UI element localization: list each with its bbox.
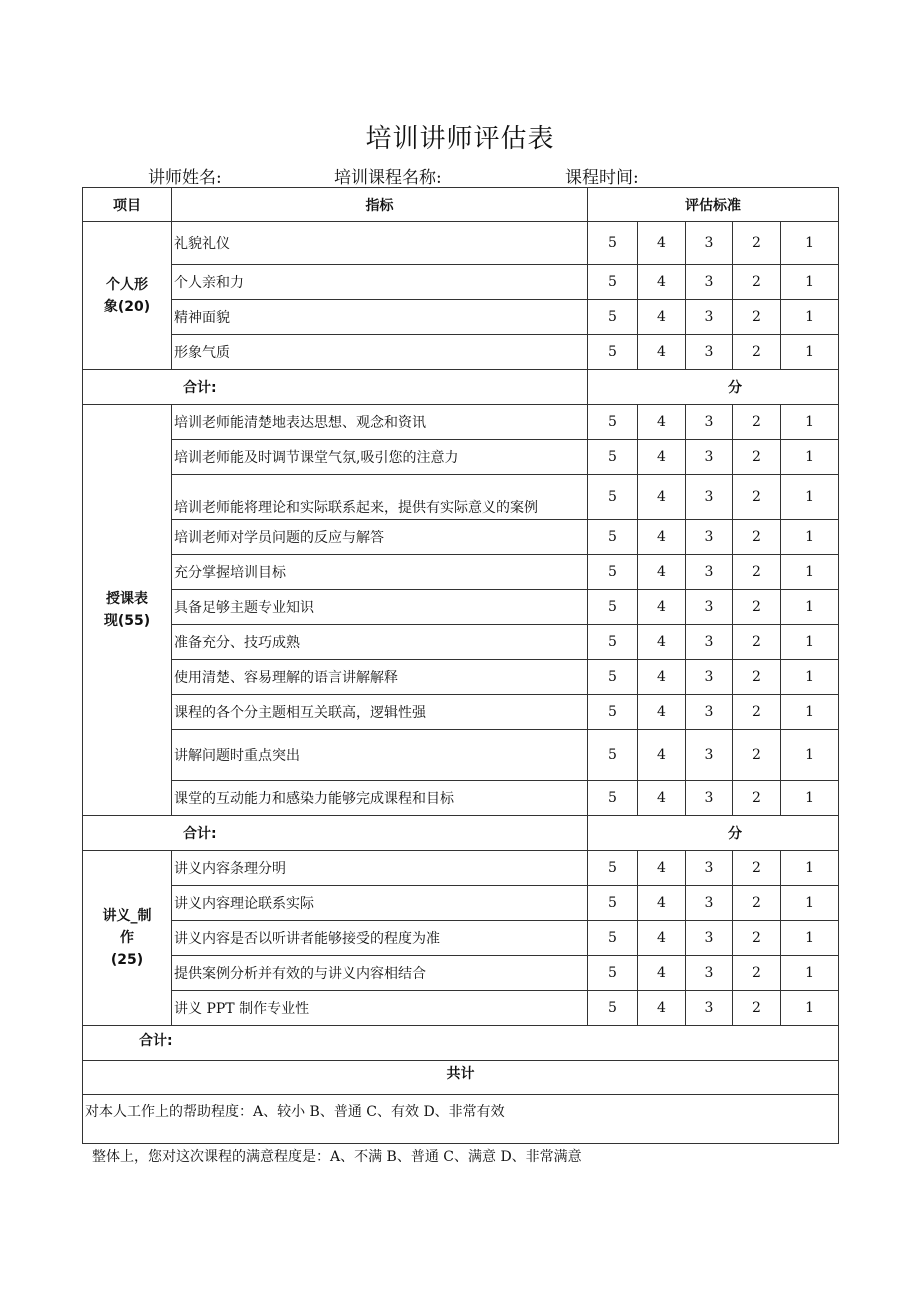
- indicator-text: 形象气质: [172, 335, 588, 370]
- indicator-row: [83, 300, 839, 335]
- course-time-label: 课程时间:: [565, 168, 639, 188]
- category-name-line: 讲义_制: [102, 908, 152, 924]
- header-indicator: 指标: [172, 188, 588, 222]
- indicator-text: 提供案例分析并有效的与讲义内容相结合: [172, 956, 588, 991]
- score-option[interactable]: 3: [686, 590, 733, 625]
- score-option[interactable]: 1: [781, 335, 839, 370]
- score-option[interactable]: 2: [733, 265, 781, 300]
- score-option[interactable]: 2: [733, 921, 781, 956]
- score-option[interactable]: 2: [733, 851, 781, 886]
- score-option[interactable]: 5: [588, 695, 638, 730]
- score-option[interactable]: 5: [588, 475, 638, 520]
- score-option[interactable]: 1: [781, 730, 839, 781]
- score-option[interactable]: 1: [781, 300, 839, 335]
- subtotal-label: 合计:: [83, 1026, 839, 1061]
- score-option[interactable]: 2: [733, 405, 781, 440]
- score-option[interactable]: 3: [686, 440, 733, 475]
- score-option[interactable]: 2: [733, 660, 781, 695]
- score-option[interactable]: 5: [588, 921, 638, 956]
- indicator-row: [83, 475, 839, 520]
- score-option[interactable]: 5: [588, 440, 638, 475]
- score-option[interactable]: 2: [733, 991, 781, 1026]
- indicator-row: [83, 886, 839, 921]
- category-cell: [83, 405, 172, 816]
- indicator-row: [83, 555, 839, 590]
- indicator-text: 充分掌握培训目标: [172, 555, 588, 590]
- score-option[interactable]: 1: [781, 991, 839, 1026]
- score-option[interactable]: 3: [686, 851, 733, 886]
- category-name-line: 现(55): [103, 613, 151, 629]
- category-name-line: 个人形: [106, 276, 148, 293]
- category-name-line: 授课表: [106, 591, 148, 607]
- indicator-row: [83, 520, 839, 555]
- score-option[interactable]: 5: [588, 660, 638, 695]
- score-option[interactable]: 5: [588, 265, 638, 300]
- indicator-row: [83, 991, 839, 1026]
- indicator-text: 个人亲和力: [172, 265, 588, 300]
- evaluation-table: [82, 187, 839, 1144]
- indicator-text: 准备充分、技巧成熟: [172, 625, 588, 660]
- indicator-text: 礼貌礼仪: [172, 222, 588, 265]
- score-option[interactable]: 1: [781, 222, 839, 265]
- score-option[interactable]: 3: [686, 555, 733, 590]
- score-option[interactable]: 3: [686, 660, 733, 695]
- subtotal-unit: 分: [588, 370, 839, 405]
- score-option[interactable]: 3: [686, 781, 733, 816]
- score-option[interactable]: 4: [638, 222, 686, 265]
- score-option[interactable]: 1: [781, 520, 839, 555]
- score-option[interactable]: 2: [733, 590, 781, 625]
- score-option[interactable]: 4: [638, 851, 686, 886]
- score-option[interactable]: 2: [733, 781, 781, 816]
- indicator-text: 课程的各个分主题相互关联高，逻辑性强: [172, 695, 588, 730]
- score-option[interactable]: 5: [588, 956, 638, 991]
- page-title: 培训讲师评估表: [365, 124, 555, 154]
- score-option[interactable]: 1: [781, 695, 839, 730]
- score-option[interactable]: 4: [638, 265, 686, 300]
- score-option[interactable]: 2: [733, 625, 781, 660]
- indicator-row: [83, 222, 839, 265]
- indicator-text: 具备足够主题专业知识: [172, 590, 588, 625]
- score-option[interactable]: 4: [638, 991, 686, 1026]
- score-option[interactable]: 1: [781, 660, 839, 695]
- score-option[interactable]: 4: [638, 335, 686, 370]
- score-option[interactable]: 1: [781, 851, 839, 886]
- score-option[interactable]: 2: [733, 440, 781, 475]
- score-option[interactable]: 4: [638, 405, 686, 440]
- indicator-row: [83, 921, 839, 956]
- score-option[interactable]: 4: [638, 555, 686, 590]
- score-option[interactable]: 2: [733, 520, 781, 555]
- score-option[interactable]: 2: [733, 730, 781, 781]
- course-name-label: 培训课程名称:: [334, 168, 442, 188]
- indicator-row: [83, 781, 839, 816]
- score-option[interactable]: 1: [781, 555, 839, 590]
- score-option[interactable]: 5: [588, 886, 638, 921]
- score-option[interactable]: 1: [781, 265, 839, 300]
- indicator-text: 讲义 PPT 制作专业性: [172, 991, 588, 1026]
- score-option[interactable]: 4: [638, 660, 686, 695]
- score-option[interactable]: 2: [733, 956, 781, 991]
- indicator-row: [83, 405, 839, 440]
- indicator-text: 培训老师能及时调节课堂气氛,吸引您的注意力: [172, 440, 588, 475]
- score-option[interactable]: 4: [638, 440, 686, 475]
- score-option[interactable]: 5: [588, 991, 638, 1026]
- score-option[interactable]: 5: [588, 520, 638, 555]
- score-option[interactable]: 3: [686, 475, 733, 520]
- score-option[interactable]: 5: [588, 781, 638, 816]
- indicator-text: 培训老师能将理论和实际联系起来，提供有实际意义的案例: [172, 475, 588, 520]
- indicator-row: [83, 625, 839, 660]
- score-option[interactable]: 2: [733, 335, 781, 370]
- score-option[interactable]: 3: [686, 265, 733, 300]
- score-option[interactable]: 3: [686, 222, 733, 265]
- indicator-text: 讲义内容理论联系实际: [172, 886, 588, 921]
- score-option[interactable]: 5: [588, 300, 638, 335]
- score-option[interactable]: 4: [638, 781, 686, 816]
- score-option[interactable]: 5: [588, 335, 638, 370]
- score-option[interactable]: 5: [588, 555, 638, 590]
- score-option[interactable]: 5: [588, 590, 638, 625]
- score-option[interactable]: 3: [686, 300, 733, 335]
- score-option[interactable]: 2: [733, 300, 781, 335]
- subtotal-label: 合计:: [83, 816, 588, 851]
- score-option[interactable]: 2: [733, 222, 781, 265]
- indicator-text: 课堂的互动能力和感染力能够完成课程和目标: [172, 781, 588, 816]
- indicator-text: 讲义内容是否以听讲者能够接受的程度为准: [172, 921, 588, 956]
- score-option[interactable]: 2: [733, 555, 781, 590]
- score-option[interactable]: 4: [638, 300, 686, 335]
- score-option[interactable]: 5: [588, 405, 638, 440]
- score-option[interactable]: 1: [781, 886, 839, 921]
- indicator-text: 讲义内容条理分明: [172, 851, 588, 886]
- indicator-text: 使用清楚、容易理解的语言讲解解释: [172, 660, 588, 695]
- category-name-line: (25): [110, 952, 144, 968]
- score-option[interactable]: 4: [638, 921, 686, 956]
- subtotal-row: [83, 370, 839, 405]
- score-option[interactable]: 5: [588, 851, 638, 886]
- score-option[interactable]: 1: [781, 921, 839, 956]
- score-option[interactable]: 4: [638, 886, 686, 921]
- satisfaction-note: 整体上，您对这次课程的满意程度是：A、不满 B、普通 C、满意 D、非常满意: [92, 1149, 582, 1165]
- indicator-text: 培训老师能清楚地表达思想、观念和资讯: [172, 405, 588, 440]
- header-item: 项目: [83, 188, 172, 222]
- indicator-row: [83, 956, 839, 991]
- indicator-text: 讲解问题时重点突出: [172, 730, 588, 781]
- subtotal-unit: 分: [588, 816, 839, 851]
- total-row: [83, 1061, 839, 1095]
- subtotal-row: [83, 1026, 839, 1061]
- help-question: 对本人工作上的帮助程度：A、较小 B、普通 C、有效 D、非常有效: [83, 1095, 839, 1144]
- score-option[interactable]: 3: [686, 520, 733, 555]
- help-row: [83, 1095, 839, 1144]
- score-option[interactable]: 3: [686, 335, 733, 370]
- indicator-row: [83, 440, 839, 475]
- category-cell: [83, 222, 172, 370]
- score-option[interactable]: 2: [733, 886, 781, 921]
- indicator-text: 精神面貌: [172, 300, 588, 335]
- score-option[interactable]: 5: [588, 625, 638, 660]
- score-option[interactable]: 4: [638, 730, 686, 781]
- score-option[interactable]: 3: [686, 921, 733, 956]
- score-option[interactable]: 1: [781, 956, 839, 991]
- category-name-line: 象(20): [103, 298, 151, 315]
- score-option[interactable]: 5: [588, 730, 638, 781]
- indicator-row: [83, 265, 839, 300]
- score-option[interactable]: 3: [686, 886, 733, 921]
- score-option[interactable]: 1: [781, 590, 839, 625]
- score-option[interactable]: 1: [781, 781, 839, 816]
- score-option[interactable]: 2: [733, 695, 781, 730]
- lecturer-name-label: 讲师姓名:: [148, 168, 222, 188]
- subtotal-row: [83, 816, 839, 851]
- score-option[interactable]: 4: [638, 956, 686, 991]
- total-label: 共计: [83, 1061, 839, 1095]
- score-option[interactable]: 3: [686, 405, 733, 440]
- indicator-row: [83, 335, 839, 370]
- category-name-line: 作: [120, 930, 134, 946]
- score-option[interactable]: 1: [781, 405, 839, 440]
- score-option[interactable]: 3: [686, 625, 733, 660]
- indicator-row: [83, 730, 839, 781]
- score-option[interactable]: 1: [781, 625, 839, 660]
- indicator-row: [83, 590, 839, 625]
- score-option[interactable]: 3: [686, 695, 733, 730]
- score-option[interactable]: 3: [686, 991, 733, 1026]
- header-standard: 评估标准: [588, 188, 839, 222]
- score-option[interactable]: 3: [686, 956, 733, 991]
- score-option[interactable]: 4: [638, 590, 686, 625]
- score-option[interactable]: 4: [638, 475, 686, 520]
- score-option[interactable]: 4: [638, 625, 686, 660]
- score-option[interactable]: 1: [781, 475, 839, 520]
- indicator-row: [83, 851, 839, 886]
- score-option[interactable]: 3: [686, 730, 733, 781]
- score-option[interactable]: 4: [638, 695, 686, 730]
- score-option[interactable]: 4: [638, 520, 686, 555]
- indicator-text: 培训老师对学员问题的反应与解答: [172, 520, 588, 555]
- category-cell: [83, 851, 172, 1026]
- score-option[interactable]: 1: [781, 440, 839, 475]
- header-row: [83, 188, 839, 222]
- indicator-row: [83, 695, 839, 730]
- indicator-row: [83, 660, 839, 695]
- subtotal-label: 合计:: [83, 370, 588, 405]
- score-option[interactable]: 2: [733, 475, 781, 520]
- score-option[interactable]: 5: [588, 222, 638, 265]
